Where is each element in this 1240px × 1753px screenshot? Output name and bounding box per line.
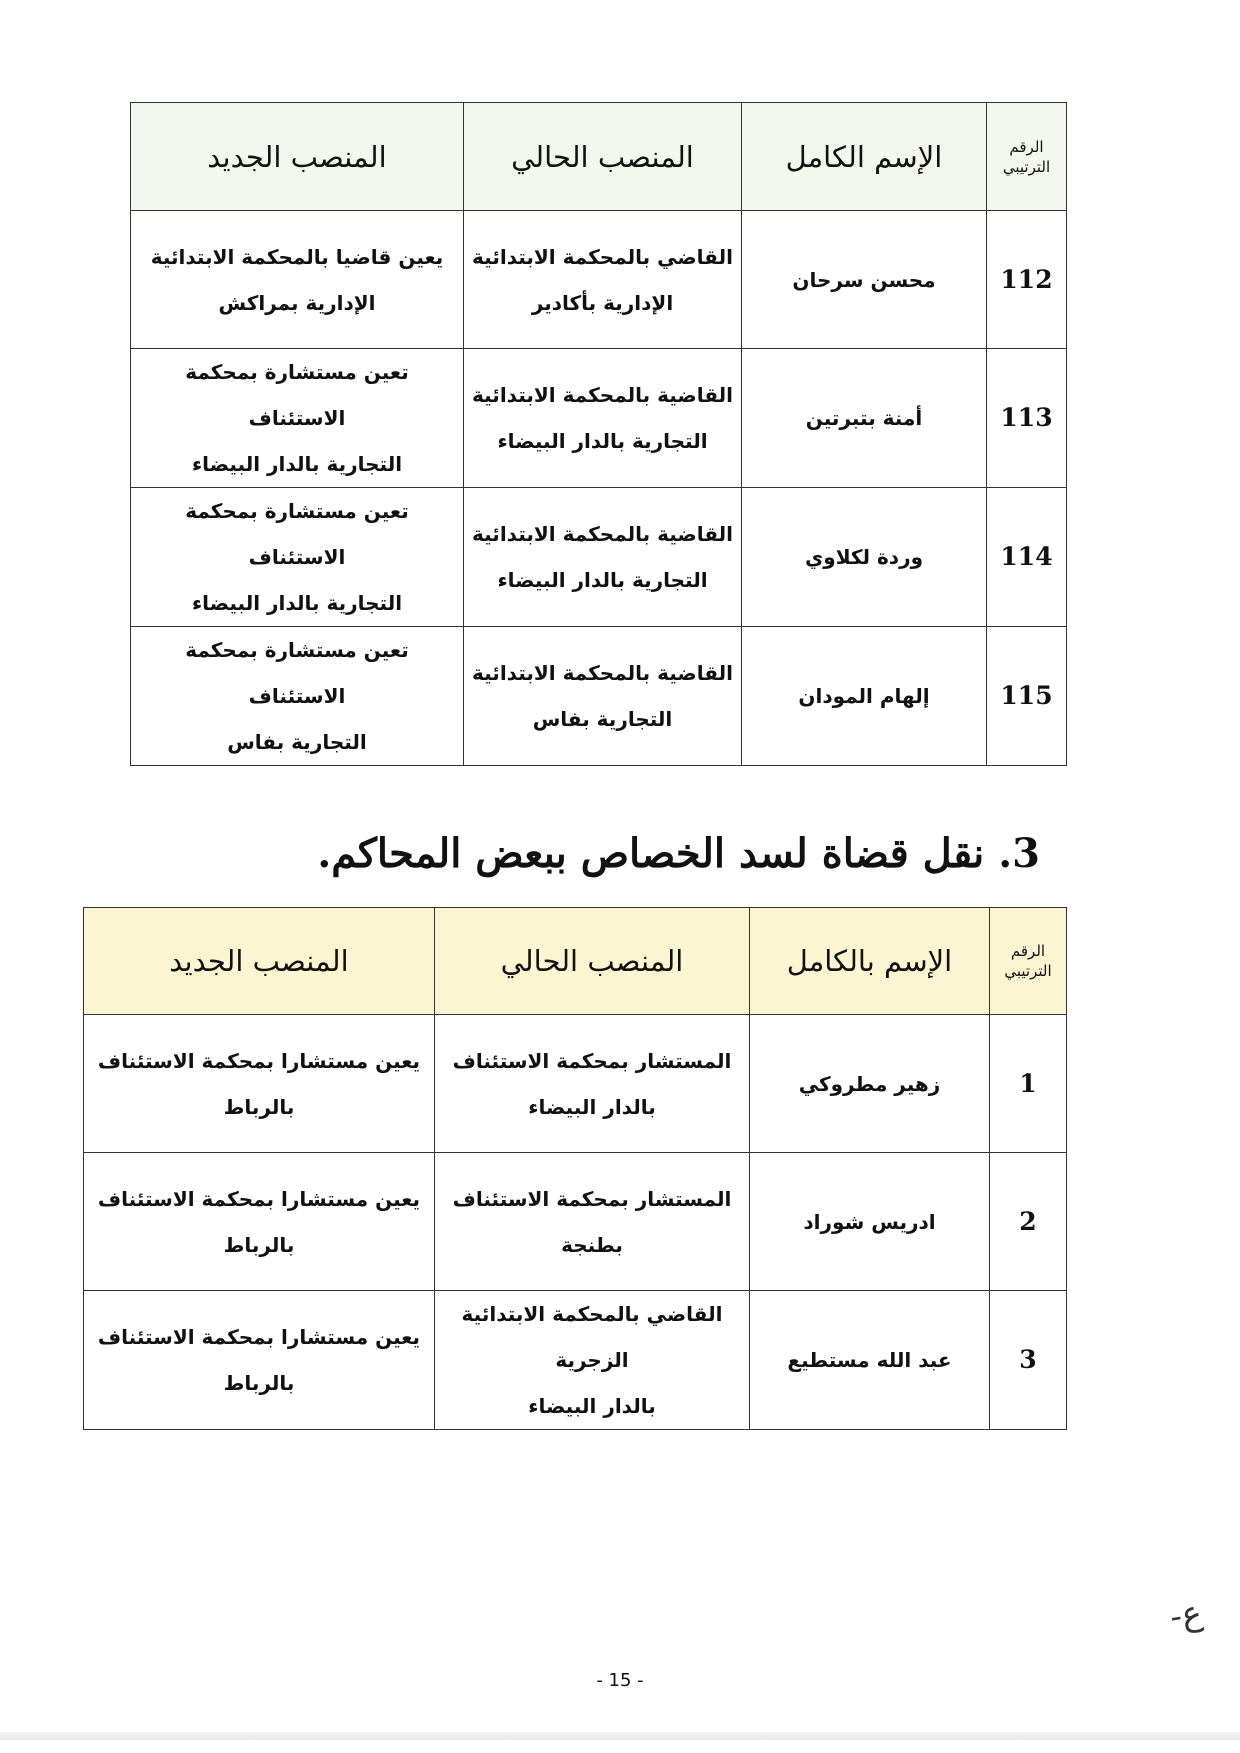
current-position-cell: [464, 627, 742, 766]
full-name-cell: محسن سرحان: [742, 211, 987, 349]
section-heading: 3. نقل قضاة لسد الخصاص ببعض المحاكم.: [317, 830, 1040, 877]
table-row: [131, 211, 1067, 349]
header-serial-number: الرقم الترتيبي: [990, 908, 1067, 1015]
full-name-cell: إلهام المودان: [742, 627, 987, 766]
current-position-line: بالدار البيضاء: [528, 1394, 656, 1418]
header-new-position: المنصب الجديد: [84, 908, 435, 1015]
current-position-line: المستشار بمحكمة الاستئناف: [452, 1048, 732, 1073]
new-position-cell: [131, 627, 464, 766]
new-position-line: تعين مستشارة بمحكمة الاستئناف: [185, 499, 409, 569]
full-name-cell: زهير مطروكي: [750, 1015, 990, 1153]
table-header-row: [131, 103, 1067, 211]
serial-number-cell: 115: [987, 627, 1067, 766]
new-position-line: التجارية بالدار البيضاء: [191, 591, 403, 615]
table-row: [84, 1015, 1067, 1153]
current-position-line: بطنجة: [561, 1232, 623, 1257]
full-name-cell: ادريس شوراد: [750, 1153, 990, 1291]
new-position-cell: [84, 1015, 435, 1153]
current-position-line: القاضية بالمحكمة الابتدائية: [472, 661, 733, 685]
new-position-cell: [131, 211, 464, 349]
table-row: [131, 488, 1067, 627]
current-position-line: القاضية بالمحكمة الابتدائية: [472, 522, 733, 546]
appointments-table-1: [130, 102, 1067, 766]
handwritten-initials: ع-: [1166, 1592, 1206, 1638]
new-position-line: بالرباط: [223, 1232, 295, 1257]
current-position-line: الإدارية بأكادير: [531, 290, 674, 315]
new-position-line: التجارية بفاس: [227, 730, 367, 754]
full-name-cell: عبد الله مستطيع: [750, 1291, 990, 1430]
current-position-cell: [435, 1015, 750, 1153]
new-position-line: يعين قاضيا بالمحكمة الابتدائية: [150, 244, 444, 269]
current-position-line: التجارية بالدار البيضاء: [497, 429, 708, 453]
full-name-cell: وردة لكلاوي: [742, 488, 987, 627]
new-position-line: الإدارية بمراكش: [218, 290, 376, 315]
serial-number-cell: 113: [987, 349, 1067, 488]
header-current-position: المنصب الحالي: [464, 103, 742, 211]
table-row: [131, 349, 1067, 488]
table-row: [84, 1291, 1067, 1430]
new-position-line: تعين مستشارة بمحكمة الاستئناف: [185, 638, 409, 708]
new-position-cell: [131, 488, 464, 627]
current-position-line: القاضية بالمحكمة الابتدائية: [472, 383, 733, 407]
current-position-cell: [435, 1153, 750, 1291]
header-new-position: المنصب الجديد: [131, 103, 464, 211]
serial-number-cell: 112: [987, 211, 1067, 349]
serial-number-cell: 1: [990, 1015, 1067, 1153]
current-position-line: بالدار البيضاء: [528, 1094, 656, 1119]
table-row: [84, 1153, 1067, 1291]
new-position-line: يعين مستشارا بمحكمة الاستئناف: [97, 1186, 421, 1211]
current-position-line: القاضي بالمحكمة الابتدائية: [472, 244, 733, 269]
new-position-line: التجارية بالدار البيضاء: [191, 452, 403, 476]
serial-number-cell: 2: [990, 1153, 1067, 1291]
page-number: - 15 -: [596, 1670, 644, 1691]
current-position-cell: [435, 1291, 750, 1430]
current-position-cell: [464, 349, 742, 488]
new-position-line: يعين مستشارا بمحكمة الاستئناف: [97, 1048, 421, 1073]
header-current-position: المنصب الحالي: [435, 908, 750, 1015]
new-position-line: تعين مستشارة بمحكمة الاستئناف: [185, 360, 409, 430]
header-full-name: الإسم الكامل: [742, 103, 987, 211]
current-position-line: القاضي بالمحكمة الابتدائية الزجرية: [461, 1302, 723, 1372]
current-position-cell: [464, 211, 742, 349]
serial-number-cell: 3: [990, 1291, 1067, 1430]
page-edge-divider: [0, 1732, 1240, 1740]
table-row: [131, 627, 1067, 766]
new-position-line: يعين مستشارا بمحكمة الاستئناف: [97, 1325, 421, 1349]
table-header-row: [84, 908, 1067, 1015]
new-position-cell: [84, 1291, 435, 1430]
header-full-name: الإسم بالكامل: [750, 908, 990, 1015]
appointments-table-2: [83, 907, 1067, 1430]
new-position-line: بالرباط: [223, 1371, 295, 1395]
current-position-cell: [464, 488, 742, 627]
serial-number-cell: 114: [987, 488, 1067, 627]
full-name-cell: أمنة بتبرتين: [742, 349, 987, 488]
header-serial-number: الرقم الترتيبي: [987, 103, 1067, 211]
current-position-line: التجارية بالدار البيضاء: [497, 568, 708, 592]
current-position-line: المستشار بمحكمة الاستئناف: [452, 1186, 732, 1211]
new-position-line: بالرباط: [223, 1094, 295, 1119]
new-position-cell: [131, 349, 464, 488]
new-position-cell: [84, 1153, 435, 1291]
current-position-line: التجارية بفاس: [532, 707, 673, 731]
